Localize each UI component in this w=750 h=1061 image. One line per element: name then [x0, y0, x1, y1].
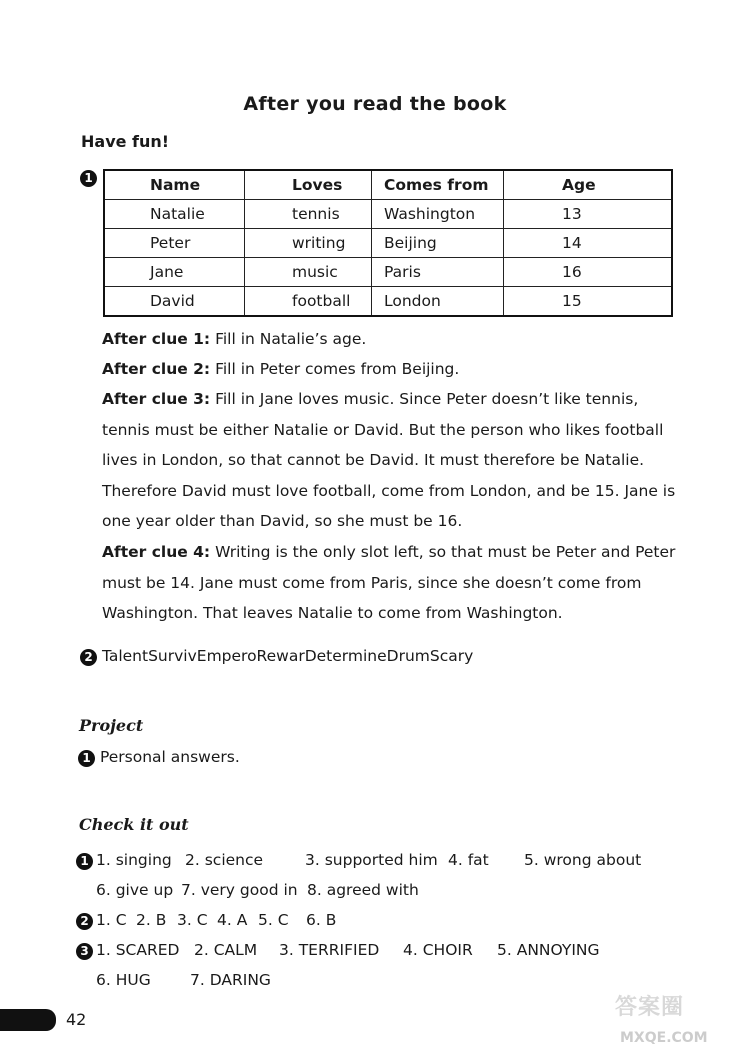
clue-text: Writing is the only slot left, so that must be Peter and Peter must be 14. Jane must come from Paris, since she doesn’t come from Washington. That leaves Natalie to come from Washington. [102, 543, 676, 622]
clue-1 [102, 324, 682, 355]
list-item: 1. singing [96, 851, 172, 869]
answer-2-line [80, 647, 473, 666]
list-item: 5. wrong about [524, 851, 642, 869]
list-item: 4. A [217, 911, 248, 929]
table-cell: 16 [504, 258, 673, 287]
check-answer-row-2 [76, 911, 676, 933]
table-cell: 14 [504, 229, 673, 258]
clue-label: After clue 1: [102, 330, 211, 348]
list-item: 5. C [258, 911, 289, 929]
section-heading-check-it-out: Check it out [79, 815, 189, 834]
logic-puzzle-table [103, 169, 673, 317]
clue-label: After clue 2: [102, 360, 211, 378]
table-header-row [104, 170, 672, 200]
table-cell: David [104, 287, 245, 317]
list-item: 2. CALM [194, 941, 258, 959]
list-item: 4. fat [448, 851, 489, 869]
table-cell: 13 [504, 200, 673, 229]
clue-text: Fill in Jane loves music. Since Peter doesn’t like tennis, tennis must be either Natalie or David. But the person who likes football lives in London, so that cannot be David. It must therefore be Natalie. Therefore David must love football, come from London, and be 15. Jane is one year older than David, so she must be 16. [102, 390, 676, 530]
column-header-age: Age [504, 170, 673, 200]
table-cell: Washington [372, 200, 504, 229]
list-item: 7. very good in [181, 881, 298, 899]
clue-label: After clue 4: [102, 543, 211, 561]
clue-4 [102, 537, 682, 629]
table-row [104, 258, 672, 287]
list-item: 6. give up [96, 881, 174, 899]
table-row [104, 229, 672, 258]
column-header-comes-from: Comes from [372, 170, 504, 200]
table-cell: football [245, 287, 372, 317]
section-heading-have-fun: Have fun! [81, 132, 170, 151]
table-cell: tennis [245, 200, 372, 229]
exercise-number-1: 1 [78, 750, 95, 767]
list-item: 3. supported him [305, 851, 438, 869]
list-item: 3. C [177, 911, 208, 929]
list-item: 7. DARING [190, 971, 271, 989]
project-answer-text: Personal answers. [99, 748, 240, 766]
table-cell: music [245, 258, 372, 287]
table-cell: writing [245, 229, 372, 258]
list-item: 2. science [185, 851, 264, 869]
check-answer-row-3b [76, 971, 676, 993]
list-item: 1. C [96, 911, 127, 929]
list-item: 3. TERRIFIED [279, 941, 380, 959]
clue-text: Fill in Peter comes from Beijing. [210, 360, 460, 378]
table-cell: 15 [504, 287, 673, 317]
exercise-number-2: 2 [80, 649, 97, 666]
list-item: 4. CHOIR [403, 941, 473, 959]
clue-2 [102, 354, 682, 385]
clue-3 [102, 384, 682, 537]
check-answer-row-3a [76, 941, 676, 963]
list-item: 2. B [136, 911, 167, 929]
exercise-number-1: 1 [76, 853, 93, 870]
table-cell: Beijing [372, 229, 504, 258]
watermark-logo: 答案圈 [615, 995, 685, 1020]
page-number-tab [0, 1009, 56, 1031]
column-header-loves: Loves [245, 170, 372, 200]
exercise-number-3: 3 [76, 943, 93, 960]
watermark-url: MXQE.COM [620, 1030, 708, 1046]
check-answer-row-1a [76, 851, 676, 873]
table-row [104, 200, 672, 229]
section-heading-project: Project [79, 716, 144, 735]
column-header-name: Name [104, 170, 245, 200]
answer-2-text: TalentSurvivEmperoRewarDetermineDrumScary [101, 647, 474, 665]
page-title: After you read the book [243, 93, 507, 115]
table-cell: London [372, 287, 504, 317]
table-cell: Jane [104, 258, 245, 287]
list-item: 6. HUG [96, 971, 151, 989]
table-cell: Natalie [104, 200, 245, 229]
list-item: 1. SCARED [96, 941, 180, 959]
exercise-number-2: 2 [76, 913, 93, 930]
table-cell: Paris [372, 258, 504, 287]
list-item: 5. ANNOYING [497, 941, 600, 959]
page-number: 42 [66, 1010, 87, 1029]
table-cell: Peter [104, 229, 245, 258]
clue-label: After clue 3: [102, 390, 211, 408]
clue-text: Fill in Natalie’s age. [210, 330, 367, 348]
list-item: 8. agreed with [307, 881, 419, 899]
project-answer-line [78, 748, 240, 767]
exercise-number-1: 1 [80, 170, 97, 187]
check-answer-row-1b [76, 881, 676, 903]
list-item: 6. B [306, 911, 337, 929]
table-row [104, 287, 672, 317]
